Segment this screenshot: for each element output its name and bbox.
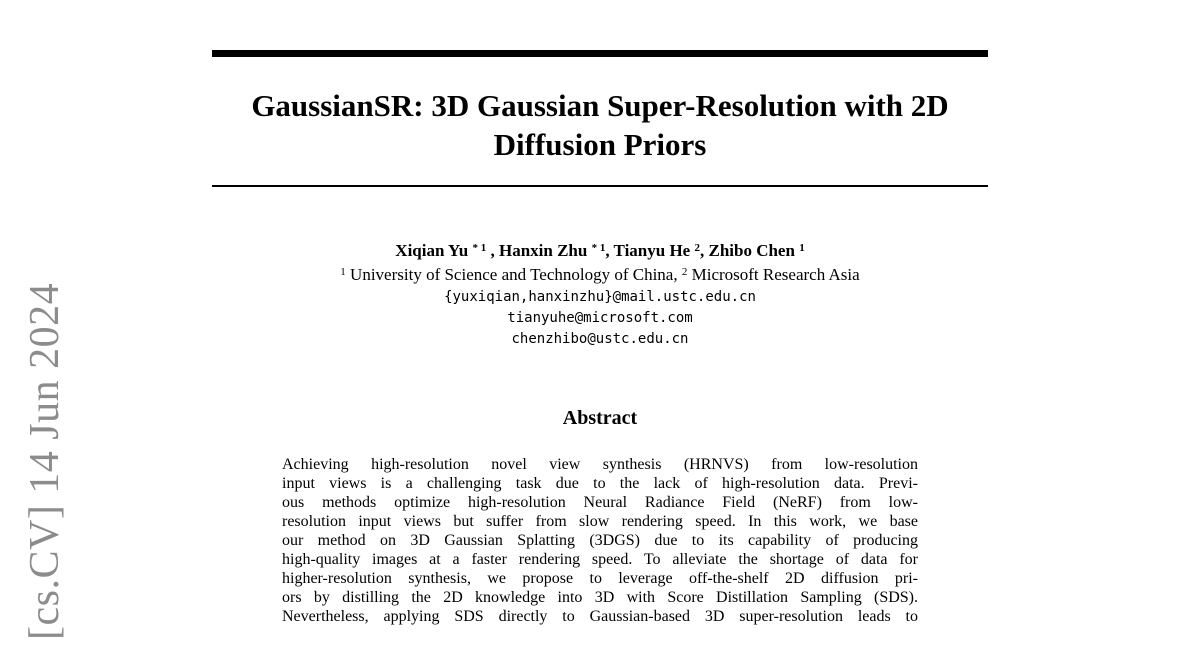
author-affiliation-mark: * 1	[591, 242, 606, 254]
author-separator: ,	[605, 241, 614, 260]
abstract-line: input views is a challenging task due to the lack of high-resolution data. Previ-	[282, 475, 918, 492]
abstract-line: resolution input views but suffer from slow rendering speed. In this work, we base	[282, 513, 918, 530]
affiliation-name: Microsoft Research Asia	[691, 265, 860, 284]
abstract-line: our method on 3D Gaussian Splatting (3DGS) due to its capability of producing	[282, 532, 918, 549]
author-name: Hanxin Zhu	[498, 241, 588, 260]
abstract-body	[282, 455, 918, 626]
title-line: Diffusion Priors	[493, 127, 707, 162]
author-affiliation-mark: 2	[694, 242, 700, 254]
affiliation-name: University of Science and Technology of China,	[350, 265, 678, 284]
author-name: Zhibo Chen	[708, 241, 795, 260]
title-top-rule	[212, 50, 988, 57]
affiliation-line	[212, 264, 988, 286]
paper-title	[212, 86, 988, 164]
abstract-line: ors by distilling the 2D knowledge into 3D with Score Distillation Sampling (SDS).	[282, 589, 918, 606]
abstract-line: Achieving high-resolution novel view synthesis (HRNVS) from low-resolution	[282, 456, 918, 473]
author-name: Tianyu He	[613, 241, 691, 260]
affiliation-mark: 1	[340, 266, 346, 278]
arxiv-side-stamp: [cs.CV] 14 Jun 2024	[22, 282, 68, 640]
abstract-line: higher-resolution synthesis, we propose to leverage off-the-shelf 2D diffusion pri-	[282, 570, 918, 587]
author-separator: ,	[486, 241, 499, 260]
author-affiliation-mark: * 1	[472, 242, 487, 254]
email-address: chenzhibo@ustc.edu.cn	[511, 331, 689, 347]
abstract-line: ous methods optimize high-resolution Neural Radiance Field (NeRF) from low-	[282, 494, 918, 511]
title-line: GaussianSR: 3D Gaussian Super-Resolution with 2D	[251, 88, 949, 123]
abstract-heading: Abstract	[562, 407, 638, 429]
author-list	[212, 239, 988, 263]
abstract-line: Nevertheless, applying SDS directly to Gaussian-based 3D super-resolution leads to	[282, 608, 918, 625]
author-separator: ,	[699, 241, 709, 260]
author-affiliation-mark: 1	[799, 242, 805, 254]
abstract-line: high-quality images at a faster rendering speed. To alleviate the shortage of data for	[282, 551, 918, 568]
email-address: tianyuhe@microsoft.com	[507, 310, 693, 326]
title-bottom-rule	[212, 185, 988, 187]
affiliation-mark: 2	[681, 266, 688, 278]
email-list	[212, 287, 988, 350]
author-name: Xiqian Yu	[395, 241, 469, 260]
email-address: {yuxiqian,hanxinzhu}@mail.ustc.edu.cn	[444, 289, 756, 305]
